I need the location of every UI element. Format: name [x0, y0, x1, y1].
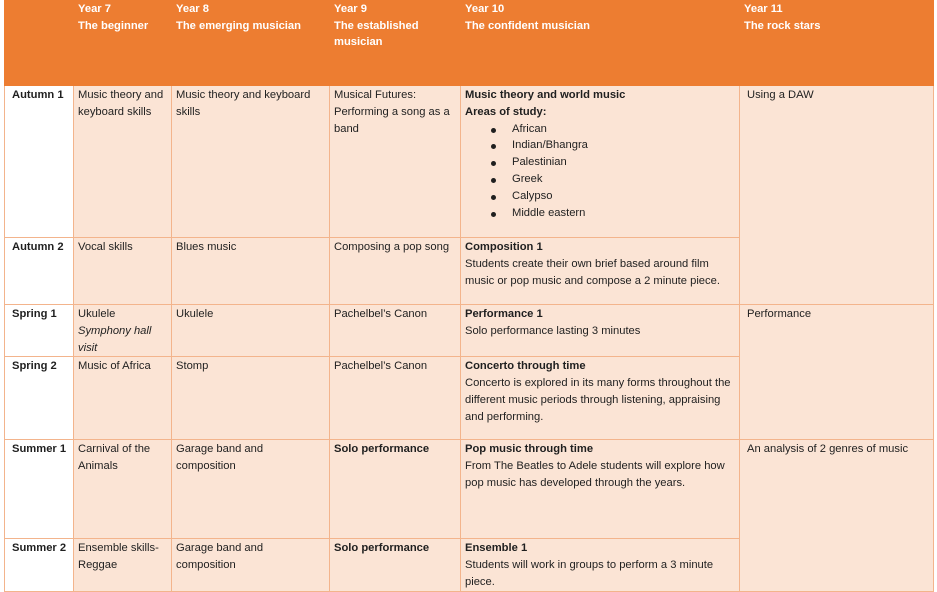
topic-name: Ukulele: [78, 308, 116, 320]
term-label: Spring 2: [5, 357, 74, 440]
list-item: Middle eastern: [512, 205, 734, 222]
cell-year9: Musical Futures: Performing a song as a band: [330, 86, 461, 238]
topic-heading: Composition 1: [465, 241, 543, 253]
topic-description: Students create their own brief based around film music or pop music and compose a 2 minute piece.: [465, 257, 720, 287]
term-label: Summer 1: [5, 440, 74, 539]
cell-year11: Performance: [740, 305, 934, 440]
list-item: Calypso: [512, 188, 734, 205]
topic-description: Solo performance lasting 3 minutes: [465, 324, 641, 337]
topic-heading: Performance 1: [465, 308, 543, 320]
cell-year9: Composing a pop song: [330, 238, 461, 305]
cell-year10: [461, 357, 740, 440]
header-year7-title: The beginner: [78, 19, 149, 32]
areas-of-study-list: [465, 121, 734, 222]
cell-year10: [461, 86, 740, 238]
cell-year11: Using a DAW: [740, 86, 934, 305]
areas-heading: Areas of study:: [465, 105, 547, 118]
header-year9-title: The established musician: [334, 19, 419, 48]
cell-year7: Music of Africa: [74, 357, 172, 440]
cell-year10: [461, 440, 740, 539]
topic-description: Students will work in groups to perform a 3 minute piece.: [465, 559, 714, 588]
trip-note: Symphony hall visit: [78, 324, 152, 354]
list-item: African: [512, 121, 734, 138]
cell-year8: Garage band and composition: [172, 440, 330, 539]
topic-heading: Solo performance: [334, 443, 430, 456]
header-row: [5, 1, 934, 86]
header-year8-title: The emerging musician: [176, 19, 301, 32]
cell-year7: [74, 305, 172, 357]
header-year11: [740, 1, 934, 86]
cell-year10: [461, 305, 740, 357]
header-year8: [172, 1, 330, 86]
list-item: Indian/Bhangra: [512, 137, 734, 154]
cell-year7: Vocal skills: [74, 238, 172, 305]
header-year10-label: Year 10: [465, 3, 505, 15]
header-year7: [74, 1, 172, 86]
topic-description: From The Beatles to Adele students will explore how pop music has developed through the years.: [465, 460, 725, 489]
topic-heading: Solo performance: [334, 542, 430, 555]
cell-year8: Stomp: [172, 357, 330, 440]
list-item: Palestinian: [512, 154, 734, 171]
header-year11-title: The rock stars: [744, 19, 821, 32]
cell-year8: Ukulele: [172, 305, 330, 357]
cell-year9: Pachelbel’s Canon: [330, 357, 461, 440]
header-year11-label: Year 11: [744, 3, 783, 15]
cell-year7: Music theory and keyboard skills: [74, 86, 172, 238]
cell-year8: Blues music: [172, 238, 330, 305]
cell-year9: [330, 440, 461, 539]
topic-heading: Ensemble 1: [465, 542, 528, 555]
header-year9-label: Year 9: [334, 3, 367, 15]
header-year10-title: The confident musician: [465, 19, 590, 32]
list-item: Greek: [512, 171, 734, 188]
row-summer-1: [5, 440, 934, 539]
cell-year10: [461, 238, 740, 305]
header-year10: [461, 1, 740, 86]
cell-year10: [461, 539, 740, 591]
term-label: Autumn 1: [5, 86, 74, 238]
header-year7-label: Year 7: [78, 3, 111, 15]
header-term: [5, 1, 74, 86]
curriculum-table: [4, 0, 934, 592]
cell-year7: Ensemble skills- Reggae: [74, 539, 172, 591]
topic-heading: Concerto through time: [465, 360, 586, 373]
row-autumn-1: [5, 86, 934, 238]
term-label: Spring 1: [5, 305, 74, 357]
term-label: Autumn 2: [5, 238, 74, 305]
topic-description: Concerto is explored in its many forms throughout the different music periods through listening, appraising and performing.: [465, 377, 731, 423]
cell-year9: Pachelbel’s Canon: [330, 305, 461, 357]
cell-year8: Garage band and composition: [172, 539, 330, 591]
topic-heading: Music theory and world music: [465, 89, 626, 101]
cell-year11: An analysis of 2 genres of music: [740, 440, 934, 591]
topic-heading: Pop music through time: [465, 443, 594, 456]
cell-year7: Carnival of the Animals: [74, 440, 172, 539]
header-year8-label: Year 8: [176, 3, 209, 15]
term-label: Summer 2: [5, 539, 74, 591]
header-year9: [330, 1, 461, 86]
cell-year8: Music theory and keyboard skills: [172, 86, 330, 238]
cell-year9: [330, 539, 461, 591]
row-spring-1: [5, 305, 934, 357]
